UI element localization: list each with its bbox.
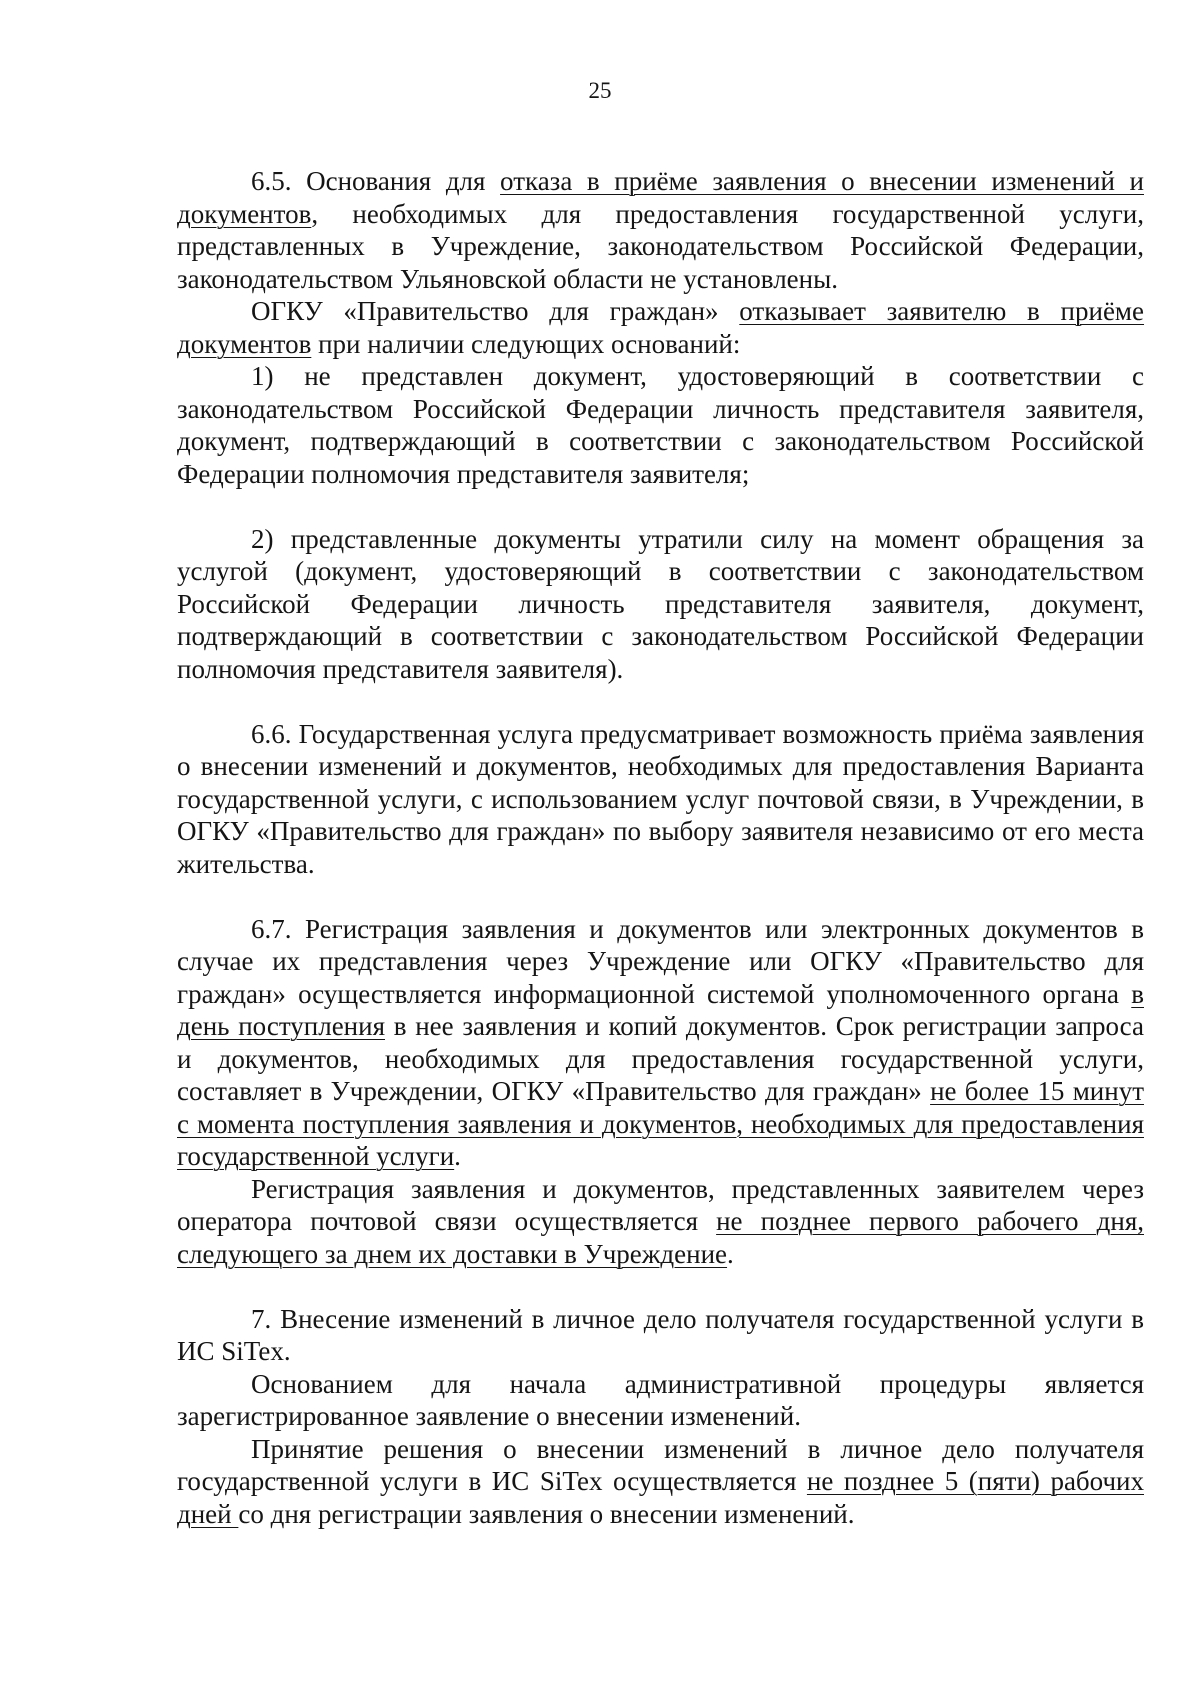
text-segment: Регистрация заявления и документов, представленных заявителем через оператора почтовой связи осуществляется	[177, 1173, 1144, 1236]
text-segment: в нее заявления и копий документов. Срок регистрации запроса и документов, необходимых для предоставления государственной услуги, составляет в Учреждении, ОГКУ «Правительство для граждан»	[177, 1011, 1144, 1106]
document-body	[177, 165, 1144, 1530]
paragraph	[177, 360, 1144, 490]
underlined-text: не позднее первого рабочего дня, следующего за днем их доставки в Учреждение	[177, 1206, 1144, 1269]
text-segment: 2) представленные документы утратили силу на момент обращения за услугой (документ, удостоверяющий в соответствии с законодательством Российской Федерации личность представителя заявителя, документ, подтверждающий в соответствии с законодательством Российской Федерации полномочия представителя заявителя).	[177, 523, 1144, 684]
text-segment: 6.6. Государственная услуга предусматривает возможность приёма заявления о внесении изменений и документов, необходимых для предоставления Варианта государственной услуги, с использованием услуг почтовой связи, в Учреждении, в ОГКУ «Правительство для граждан» по выбору заявителя независимо от его места жительства.	[177, 718, 1144, 879]
text-segment: при наличии следующих оснований:	[311, 328, 741, 359]
text-segment: , необходимых для предоставления государственной услуги, представленных в Учреждение, законодательством Российской Федерации, законодательством Ульяновской области не установлены.	[177, 198, 1144, 294]
paragraph	[177, 165, 1144, 295]
paragraph	[177, 295, 1144, 360]
text-segment: 7. Внесение изменений в личное дело получателя государственной услуги в ИС SiTex.	[177, 1303, 1144, 1366]
text-segment: 6.5. Основания для	[251, 166, 501, 196]
text-segment: .	[727, 1238, 734, 1269]
paragraph	[177, 523, 1144, 686]
paragraph	[177, 1433, 1144, 1531]
text-segment: со дня регистрации заявления о внесении изменений.	[238, 1498, 855, 1529]
text-segment: ОГКУ «Правительство для граждан»	[251, 296, 740, 326]
underlined-text: отказывает заявителю в приёме документов	[177, 296, 1145, 359]
paragraph	[177, 1303, 1144, 1368]
paragraph	[177, 1368, 1144, 1433]
text-segment: .	[454, 1141, 461, 1171]
underlined-text: в день поступления	[177, 978, 1144, 1041]
underlined-text: не более 15 минут с момента поступления заявления и документов, необходимых для предоставления государственной услуги	[177, 1076, 1144, 1171]
underlined-text: не позднее 5 (пяти) рабочих дней	[177, 1466, 1144, 1529]
paragraph	[177, 718, 1144, 881]
underlined-text: отказа в приёме заявления о внесении изменений и документов	[177, 166, 1144, 229]
text-segment: Принятие решения о внесении изменений в личное дело получателя государственной услуги в ИС SiTex осуществляется	[177, 1433, 1144, 1496]
paragraph	[177, 1173, 1144, 1271]
paragraph	[177, 913, 1144, 1173]
page-number: 25	[588, 78, 612, 103]
text-segment: 6.7. Регистрация заявления и документов или электронных документов в случае их представления через Учреждение или ОГКУ «Правительство для граждан» осуществляется информационной системой уполномоченного органа	[177, 913, 1144, 1009]
text-segment: Основанием для начала административной процедуры является зарегистрированное заявление о внесении изменений.	[177, 1368, 1144, 1431]
text-segment: 1) не представлен документ, удостоверяющий в соответствии с законодательством Российской Федерации личность представителя заявителя, документ, подтверждающий в соответствии с законодательством Российской Федерации полномочия представителя заявителя;	[177, 361, 1144, 489]
